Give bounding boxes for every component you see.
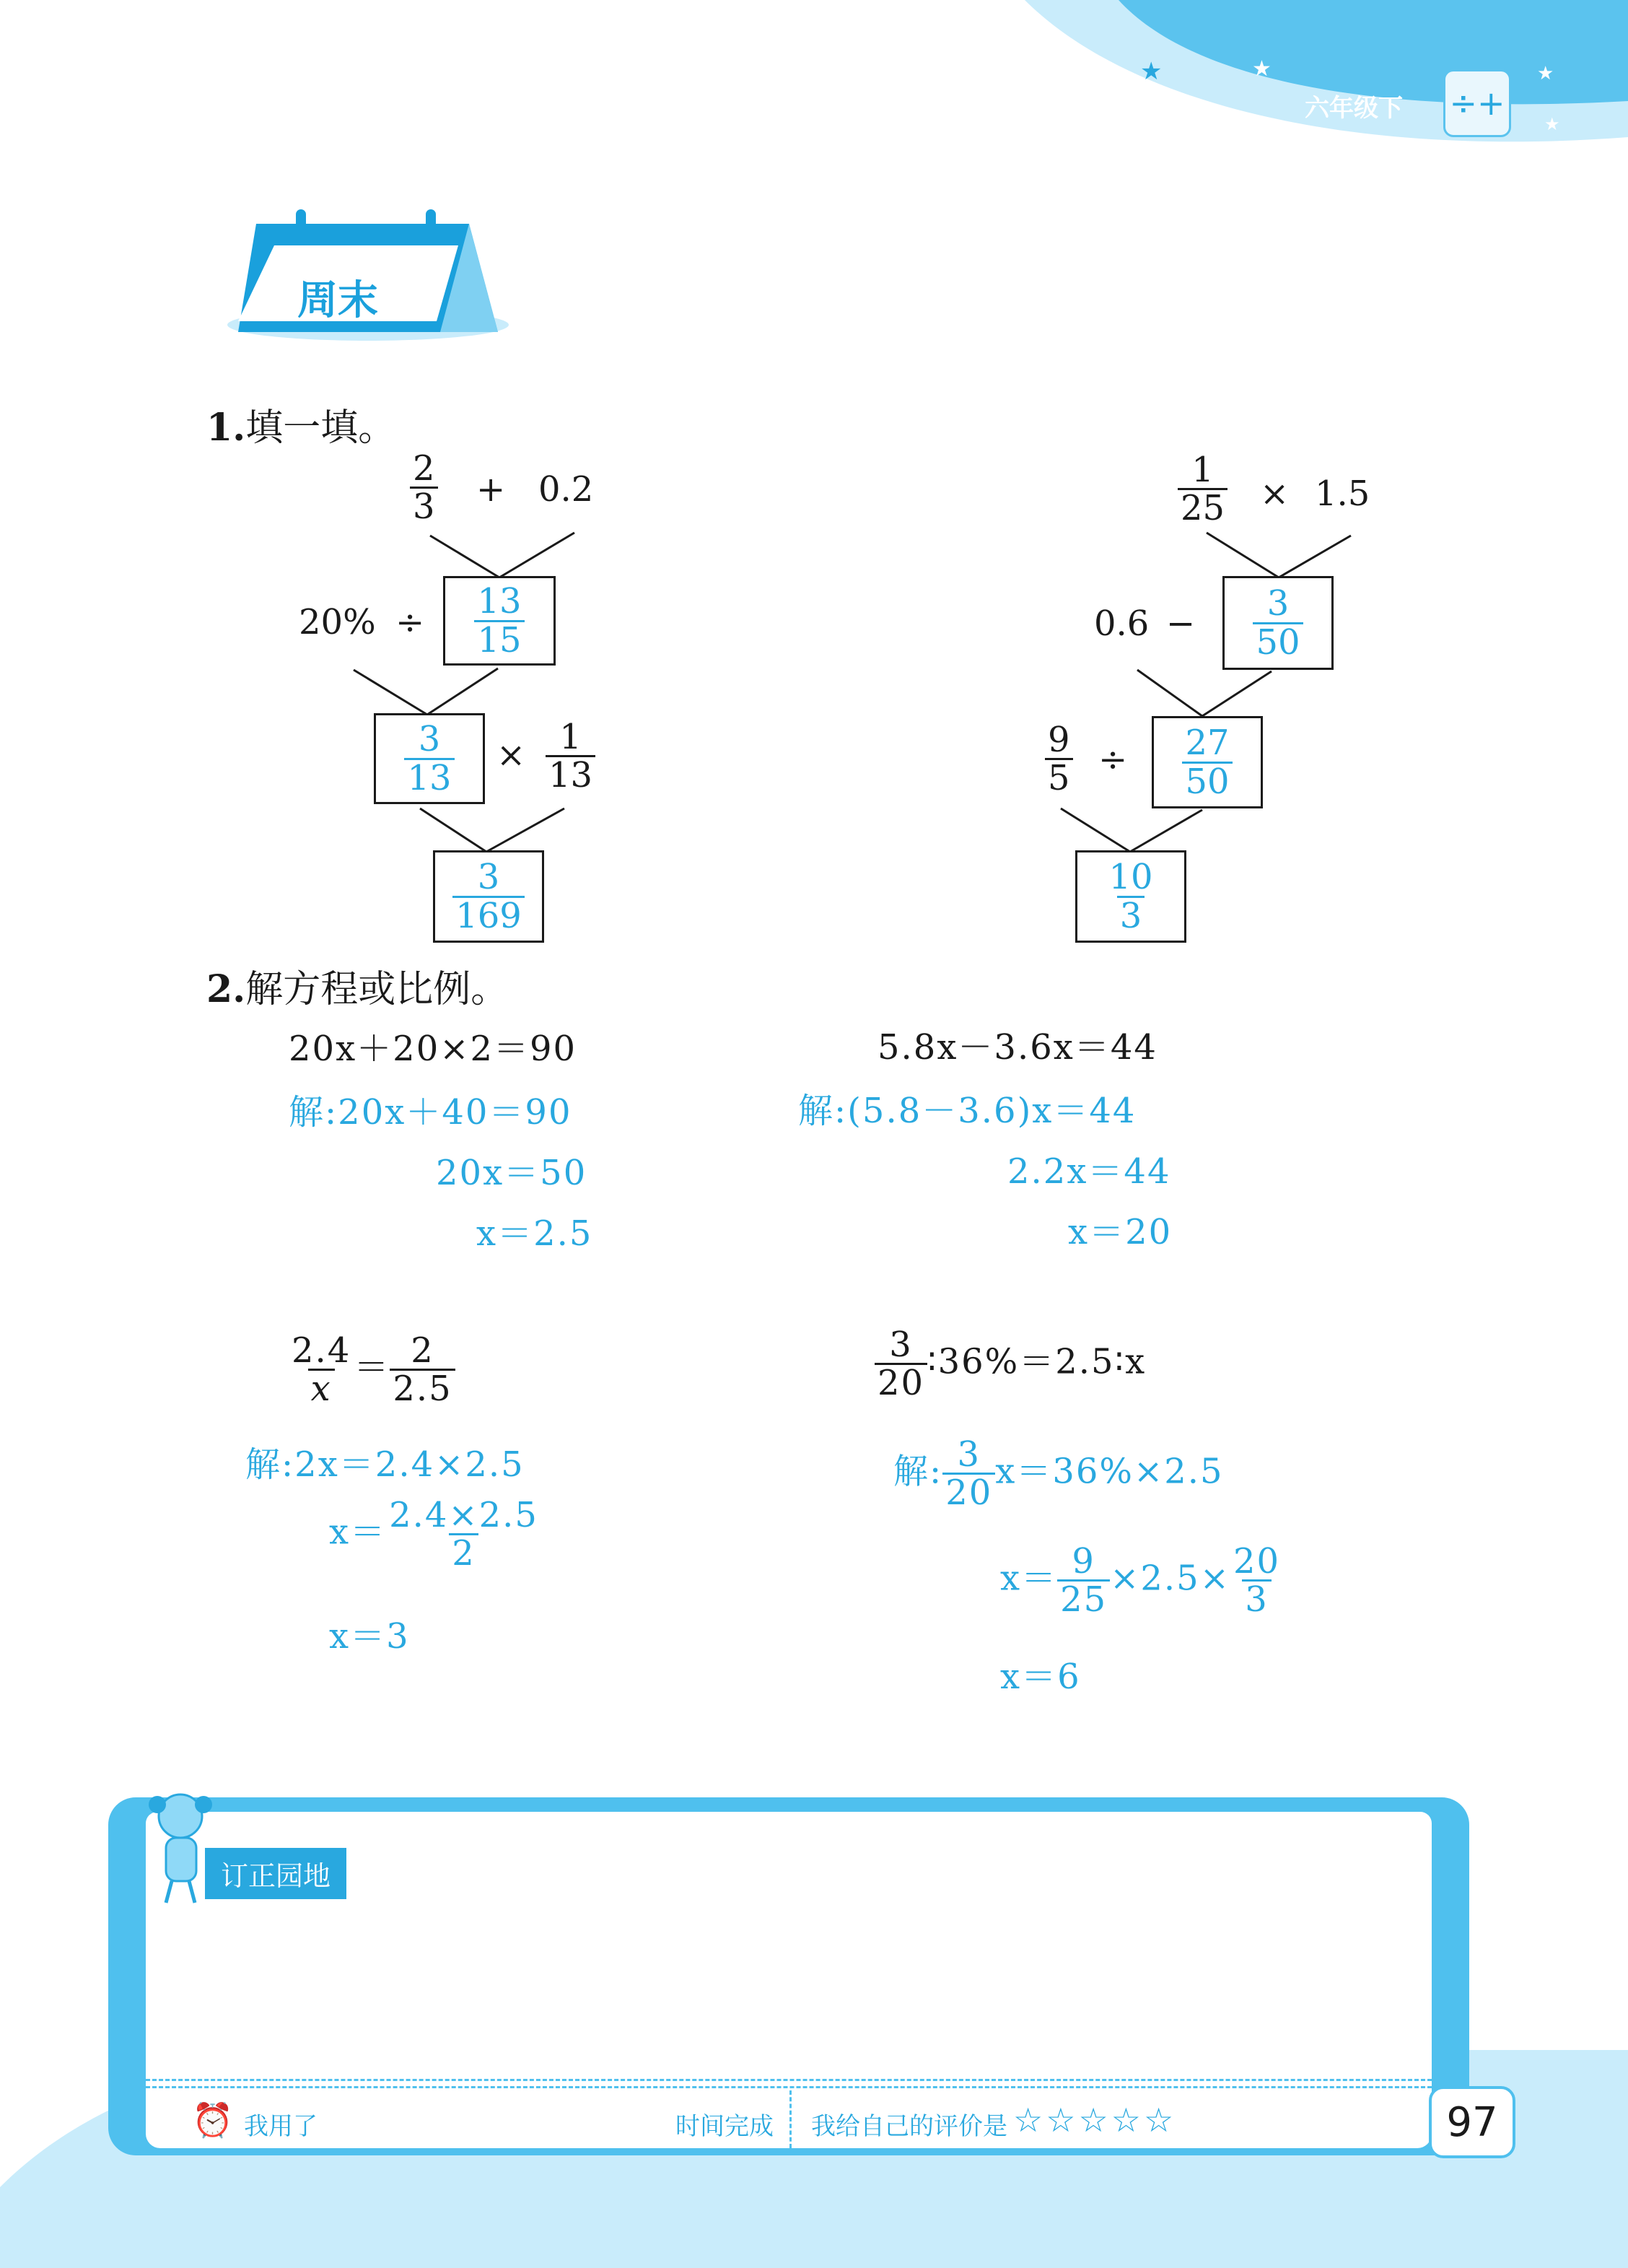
footer-vertical-divider: [789, 2090, 792, 2148]
rating-label: 我给自己的评价是: [811, 2112, 1007, 2141]
q1-left-row3-b: $\frac{1}{13}$: [546, 719, 595, 794]
q1-left-box2[interactable]: $\frac{3}{13}$: [374, 713, 485, 804]
q1-title: 填一填。: [245, 406, 396, 450]
eq3-step1: 解:2x＝2.4×2.5: [245, 1444, 525, 1485]
q1-right-top-a: $\frac{1}{25}$: [1178, 452, 1227, 527]
eq2-step1: 解:(5.8－3.6)x＝44: [798, 1091, 1137, 1131]
q1-left-box1[interactable]: $\frac{13}{15}$: [443, 576, 556, 666]
section-tag-label: 周末: [297, 277, 378, 324]
q1-left-top-op: +: [476, 469, 506, 510]
correction-title: 订正园地: [205, 1848, 346, 1899]
rating-stars[interactable]: ☆☆☆☆☆: [1013, 2101, 1177, 2140]
q1-left-top-a: $\frac{2}{3}$: [410, 450, 438, 525]
eq1-problem: 20x＋20×2＝90: [289, 1029, 577, 1069]
eq1-step1: 解:20x＋40＝90: [289, 1092, 572, 1133]
q1-right-row3-op: ÷: [1098, 739, 1128, 780]
eq2-problem: 5.8x－3.6x＝44: [878, 1027, 1157, 1068]
q1-tree-lines: [0, 0, 1628, 953]
time-input[interactable]: [339, 2102, 657, 2140]
eq2-step3: x＝20: [1068, 1212, 1173, 1252]
q1-left-box3[interactable]: $\frac{3}{169}$: [433, 850, 544, 943]
eq3-step2: x＝ $\frac{2.4\times 2.5}{2}$: [329, 1495, 538, 1574]
q1-right-top-b: 1.5: [1315, 474, 1370, 514]
eq4-problem: $\frac{3}{20}$ ∶36%＝2.5∶x: [875, 1327, 1146, 1402]
eq3-problem: $\frac{2.4}{x}$ ＝ $\frac{2}{2.5}$: [289, 1333, 455, 1408]
q1-left-top-b: 0.2: [538, 469, 594, 510]
alarm-clock-icon: ⏰: [192, 2101, 234, 2140]
svg-text:★: ★: [1140, 57, 1163, 86]
correction-divider: [146, 2079, 1432, 2081]
q1-right-box3[interactable]: $\frac{10}{3}$: [1075, 850, 1186, 943]
time-suffix: 时间完成: [675, 2112, 774, 2141]
eq1-step2: 20x＝50: [436, 1153, 587, 1193]
q1-right-mid-op: −: [1166, 603, 1196, 644]
svg-text:★: ★: [1544, 114, 1560, 134]
page-number: 97: [1429, 2086, 1515, 2158]
eq1-step3: x＝2.5: [476, 1213, 593, 1254]
q1-right-row3-a: $\frac{9}{5}$: [1045, 722, 1073, 797]
correction-divider-2: [146, 2086, 1432, 2088]
grade-label: 六年级下: [1305, 94, 1403, 123]
q2-number: 2.: [206, 967, 246, 1011]
q1-right-box2[interactable]: $\frac{27}{50}$: [1152, 716, 1263, 808]
q2-title: 解方程或比例。: [245, 968, 509, 1011]
eq4-step3: x＝6: [1000, 1657, 1081, 1697]
q1-right-top-op: ×: [1260, 474, 1290, 514]
girl-mascot-icon: [144, 1790, 214, 1906]
eq4-step1: 解: $\frac{3}{20}$ x＝36%×2.5: [893, 1434, 1224, 1514]
q1-number: 1.: [206, 406, 246, 450]
q2-heading: [206, 959, 508, 1013]
q1-left-mid-left: 20%: [299, 602, 376, 642]
eq2-step2: 2.2x＝44: [1007, 1151, 1171, 1192]
eq4-step2: x＝ $\frac{9}{25}$ ×2.5× $\frac{20}{3}$: [1000, 1541, 1281, 1621]
time-prefix: 我用了: [244, 2112, 318, 2141]
dice-icon: ÷+: [1443, 69, 1511, 137]
eq3-step3: x＝3: [329, 1616, 410, 1657]
q1-left-row3-op: ×: [496, 735, 526, 775]
q1-right-mid-left: 0.6: [1094, 603, 1150, 644]
q1-left-mid-op: ÷: [395, 602, 425, 642]
svg-text:★: ★: [1252, 56, 1272, 82]
q1-right-box1[interactable]: $\frac{3}{50}$: [1222, 576, 1334, 670]
svg-text:★: ★: [1537, 63, 1554, 84]
